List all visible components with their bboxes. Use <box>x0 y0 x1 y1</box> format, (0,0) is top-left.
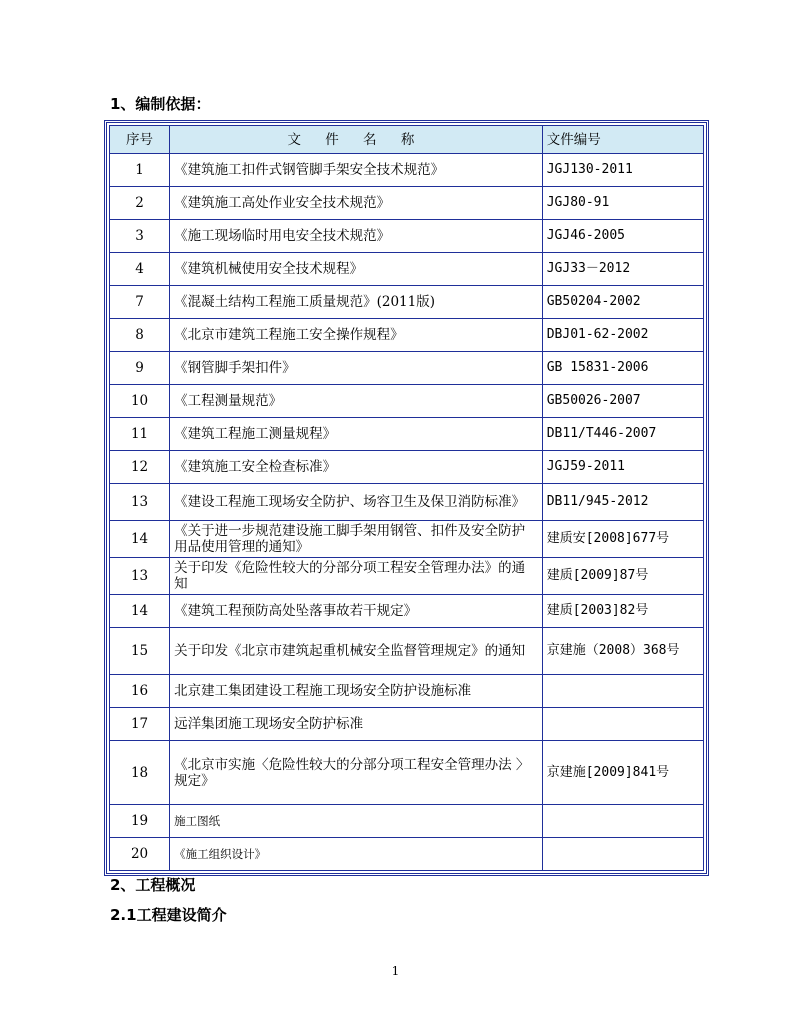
row-document-code: DB11/T446-2007 <box>542 418 703 451</box>
row-document-name: 《北京市实施〈危险性较大的分部分项工程安全管理办法 〉规定》 <box>170 741 543 805</box>
row-document-name: 施工图纸 <box>170 805 543 838</box>
row-serial: 13 <box>110 484 170 521</box>
row-document-name: 北京建工集团建设工程施工现场安全防护设施标准 <box>170 675 543 708</box>
row-document-name: 《关于进一步规范建设施工脚手架用钢管、扣件及安全防护用品使用管理的通知》 <box>170 521 543 558</box>
row-serial: 1 <box>110 154 170 187</box>
row-document-name: 《施工现场临时用电安全技术规范》 <box>170 220 543 253</box>
row-document-code: JGJ80-91 <box>542 187 703 220</box>
table-row <box>110 741 704 805</box>
row-document-code: 建质[2009]87号 <box>542 558 703 595</box>
table-row <box>110 418 704 451</box>
table-row <box>110 385 704 418</box>
row-serial: 15 <box>110 628 170 675</box>
table-row <box>110 838 704 871</box>
row-document-code: DBJ01-62-2002 <box>542 319 703 352</box>
row-serial: 3 <box>110 220 170 253</box>
table-row <box>110 521 704 558</box>
page-number: 1 <box>391 964 400 978</box>
section-heading-overview: 2、工程概况 <box>110 876 196 894</box>
row-serial: 20 <box>110 838 170 871</box>
table-row <box>110 628 704 675</box>
row-serial: 10 <box>110 385 170 418</box>
row-document-name: 关于印发《北京市建筑起重机械安全监督管理规定》的通知 <box>170 628 543 675</box>
reference-table-frame <box>104 120 709 876</box>
row-document-code: 京建施[2009]841号 <box>542 741 703 805</box>
table-row <box>110 595 704 628</box>
table-row <box>110 253 704 286</box>
table-row <box>110 286 704 319</box>
row-document-name: 《建筑机械使用安全技术规程》 <box>170 253 543 286</box>
row-document-name: 远洋集团施工现场安全防护标准 <box>170 708 543 741</box>
row-document-code: JGJ33－2012 <box>542 253 703 286</box>
table-row <box>110 187 704 220</box>
table-row <box>110 451 704 484</box>
row-document-code <box>542 805 703 838</box>
row-document-code: JGJ130-2011 <box>542 154 703 187</box>
table-row <box>110 220 704 253</box>
row-serial: 11 <box>110 418 170 451</box>
header-serial: 序号 <box>110 126 170 154</box>
row-document-code <box>542 708 703 741</box>
section-heading-basis: 1、编制依据： <box>110 95 211 113</box>
section-heading-project-intro: 2.1工程建设简介 <box>110 906 227 924</box>
row-serial: 9 <box>110 352 170 385</box>
row-document-name: 《建筑工程预防高处坠落事故若干规定》 <box>170 595 543 628</box>
row-serial: 16 <box>110 675 170 708</box>
row-document-name: 《建设工程施工现场安全防护、场容卫生及保卫消防标准》 <box>170 484 543 521</box>
row-serial: 14 <box>110 595 170 628</box>
row-serial: 8 <box>110 319 170 352</box>
row-document-name: 《施工组织设计》 <box>170 838 543 871</box>
row-serial: 13 <box>110 558 170 595</box>
row-document-code <box>542 838 703 871</box>
row-serial: 17 <box>110 708 170 741</box>
row-document-code: GB 15831-2006 <box>542 352 703 385</box>
table-row <box>110 319 704 352</box>
row-serial: 18 <box>110 741 170 805</box>
row-document-name: 《建筑施工高处作业安全技术规范》 <box>170 187 543 220</box>
table-row <box>110 484 704 521</box>
row-document-code <box>542 675 703 708</box>
reference-table <box>109 125 704 871</box>
row-document-name: 《钢管脚手架扣件》 <box>170 352 543 385</box>
table-row <box>110 708 704 741</box>
row-document-code: GB50026-2007 <box>542 385 703 418</box>
row-document-name: 《建筑施工安全检查标准》 <box>170 451 543 484</box>
row-serial: 19 <box>110 805 170 838</box>
table-header-row <box>110 126 704 154</box>
table-row <box>110 558 704 595</box>
row-document-code: GB50204-2002 <box>542 286 703 319</box>
row-document-code: JGJ59-2011 <box>542 451 703 484</box>
row-document-code: JGJ46-2005 <box>542 220 703 253</box>
row-document-name: 《工程测量规范》 <box>170 385 543 418</box>
table-row <box>110 805 704 838</box>
row-serial: 4 <box>110 253 170 286</box>
row-serial: 14 <box>110 521 170 558</box>
row-serial: 12 <box>110 451 170 484</box>
row-serial: 7 <box>110 286 170 319</box>
row-document-name: 关于印发《危险性较大的分部分项工程安全管理办法》的通知 <box>170 558 543 595</box>
row-serial: 2 <box>110 187 170 220</box>
row-document-code: 建质[2003]82号 <box>542 595 703 628</box>
header-document-code: 文件编号 <box>542 126 703 154</box>
table-row <box>110 154 704 187</box>
row-document-code: DB11/945-2012 <box>542 484 703 521</box>
row-document-code: 建质安[2008]677号 <box>542 521 703 558</box>
row-document-name: 《北京市建筑工程施工安全操作规程》 <box>170 319 543 352</box>
table-row <box>110 675 704 708</box>
table-row <box>110 352 704 385</box>
header-document-name: 文 件 名 称 <box>170 126 543 154</box>
row-document-name: 《建筑工程施工测量规程》 <box>170 418 543 451</box>
row-document-name: 《混凝土结构工程施工质量规范》(2011版) <box>170 286 543 319</box>
row-document-name: 《建筑施工扣件式钢管脚手架安全技术规范》 <box>170 154 543 187</box>
row-document-code: 京建施（2008）368号 <box>542 628 703 675</box>
